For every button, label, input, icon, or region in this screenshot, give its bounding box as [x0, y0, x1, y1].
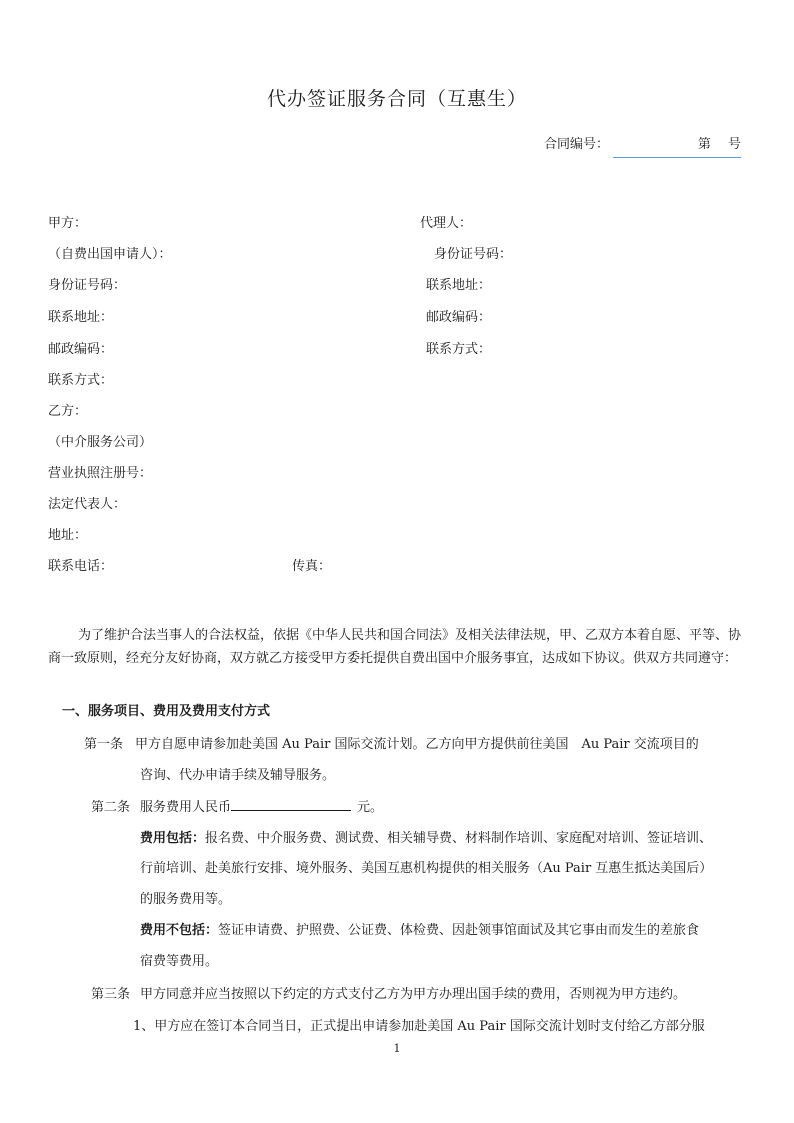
contract-number-suffix: 第 号	[697, 137, 742, 152]
fee-includes-line-2: 行前培训、赴美旅行安排、境外服务、美国互惠机构提供的相关服务（Au Pair 互惠生抵达美国后）	[140, 861, 713, 876]
contract-number-field[interactable]	[613, 138, 741, 158]
page-number: 1	[393, 1042, 401, 1055]
party-b-fax: 传真：	[292, 559, 332, 574]
party-a-contact: 联系方式：	[48, 373, 114, 388]
article-1-line-1: 甲方自愿申请参加赴美国 Au Pair 国际交流计划。乙方向甲方提供前往美国 Au Pair 交流项目的	[135, 737, 699, 752]
contract-number-label: 合同编号：	[544, 137, 610, 152]
fee-includes-line-1: 报名费、中介服务费、测试费、相关辅导费、材料制作培训、家庭配对培训、签证培训、	[205, 831, 713, 846]
article-2	[91, 796, 383, 815]
fee-excludes-line-1: 签证申请费、护照费、公证费、体检费、因赴领事馆面试及其它事由而发生的差旅食	[218, 923, 700, 938]
article-3-label: 第三条	[91, 987, 131, 1002]
agent-id-number: 身份证号码：	[434, 247, 513, 262]
fee-amount-blank[interactable]	[231, 798, 351, 811]
party-b-legal-rep: 法定代表人：	[48, 497, 127, 512]
article-3-text: 甲方同意并应当按照以下约定的方式支付乙方为甲方办理出国手续的费用，否则视为甲方违约。	[140, 987, 687, 1002]
party-a-postcode: 邮政编码：	[48, 342, 114, 357]
article-2-label: 第二条	[91, 800, 131, 815]
party-b-phone: 联系电话：	[48, 559, 114, 574]
preamble-paragraph: 为了维护合法当事人的合法权益，依据《中华人民共和国合同法》及相关法律法规，甲、乙双方本着自愿、平等、协商一致原则，经充分友好协商，双方就乙方接受甲方委托提供自费出国中介服务事宜，达成如下协议。供双方共同遵守：	[48, 628, 742, 666]
article-2-suffix: 元。	[357, 800, 384, 815]
contract-number	[544, 133, 741, 153]
party-a-address: 联系地址：	[48, 310, 114, 325]
article-3	[91, 983, 686, 1002]
party-b-address: 地址：	[48, 528, 88, 543]
party-b-subtitle: （中介服务公司）	[48, 435, 153, 450]
article-1	[84, 733, 699, 752]
article-2-prefix: 服务费用人民币	[140, 800, 232, 815]
article-1-label: 第一条	[84, 737, 124, 752]
article-1-line-2: 咨询、代办申请手续及辅导服务。	[140, 768, 336, 783]
party-a-label: 甲方：	[48, 216, 88, 231]
document-title: 代办签证服务合同（互惠生）	[266, 88, 527, 110]
article-3-item-1: 1、甲方应在签订本合同当日，正式提出申请参加赴美国 Au Pair 国际交流计划时支付给乙方部分服	[133, 1019, 705, 1034]
party-b-license: 营业执照注册号：	[48, 466, 153, 481]
fee-excludes	[140, 919, 699, 938]
fee-includes-line-3: 的服务费用等。	[140, 892, 232, 907]
party-a-id-number: 身份证号码：	[48, 278, 127, 293]
party-a-subtitle: （自费出国申请人）：	[48, 247, 172, 262]
fee-includes-label: 费用包括：	[140, 831, 206, 846]
party-b-label: 乙方：	[48, 404, 88, 419]
section-1-title: 一、服务项目、费用及费用支付方式	[62, 704, 271, 719]
fee-includes	[140, 827, 712, 846]
agent-contact: 联系方式：	[426, 342, 492, 357]
agent-address: 联系地址：	[426, 278, 492, 293]
agent-postcode: 邮政编码：	[426, 310, 492, 325]
agent-label: 代理人：	[420, 216, 473, 231]
fee-excludes-line-2: 宿费等费用。	[140, 954, 219, 969]
fee-excludes-label: 费用不包括：	[140, 923, 219, 938]
